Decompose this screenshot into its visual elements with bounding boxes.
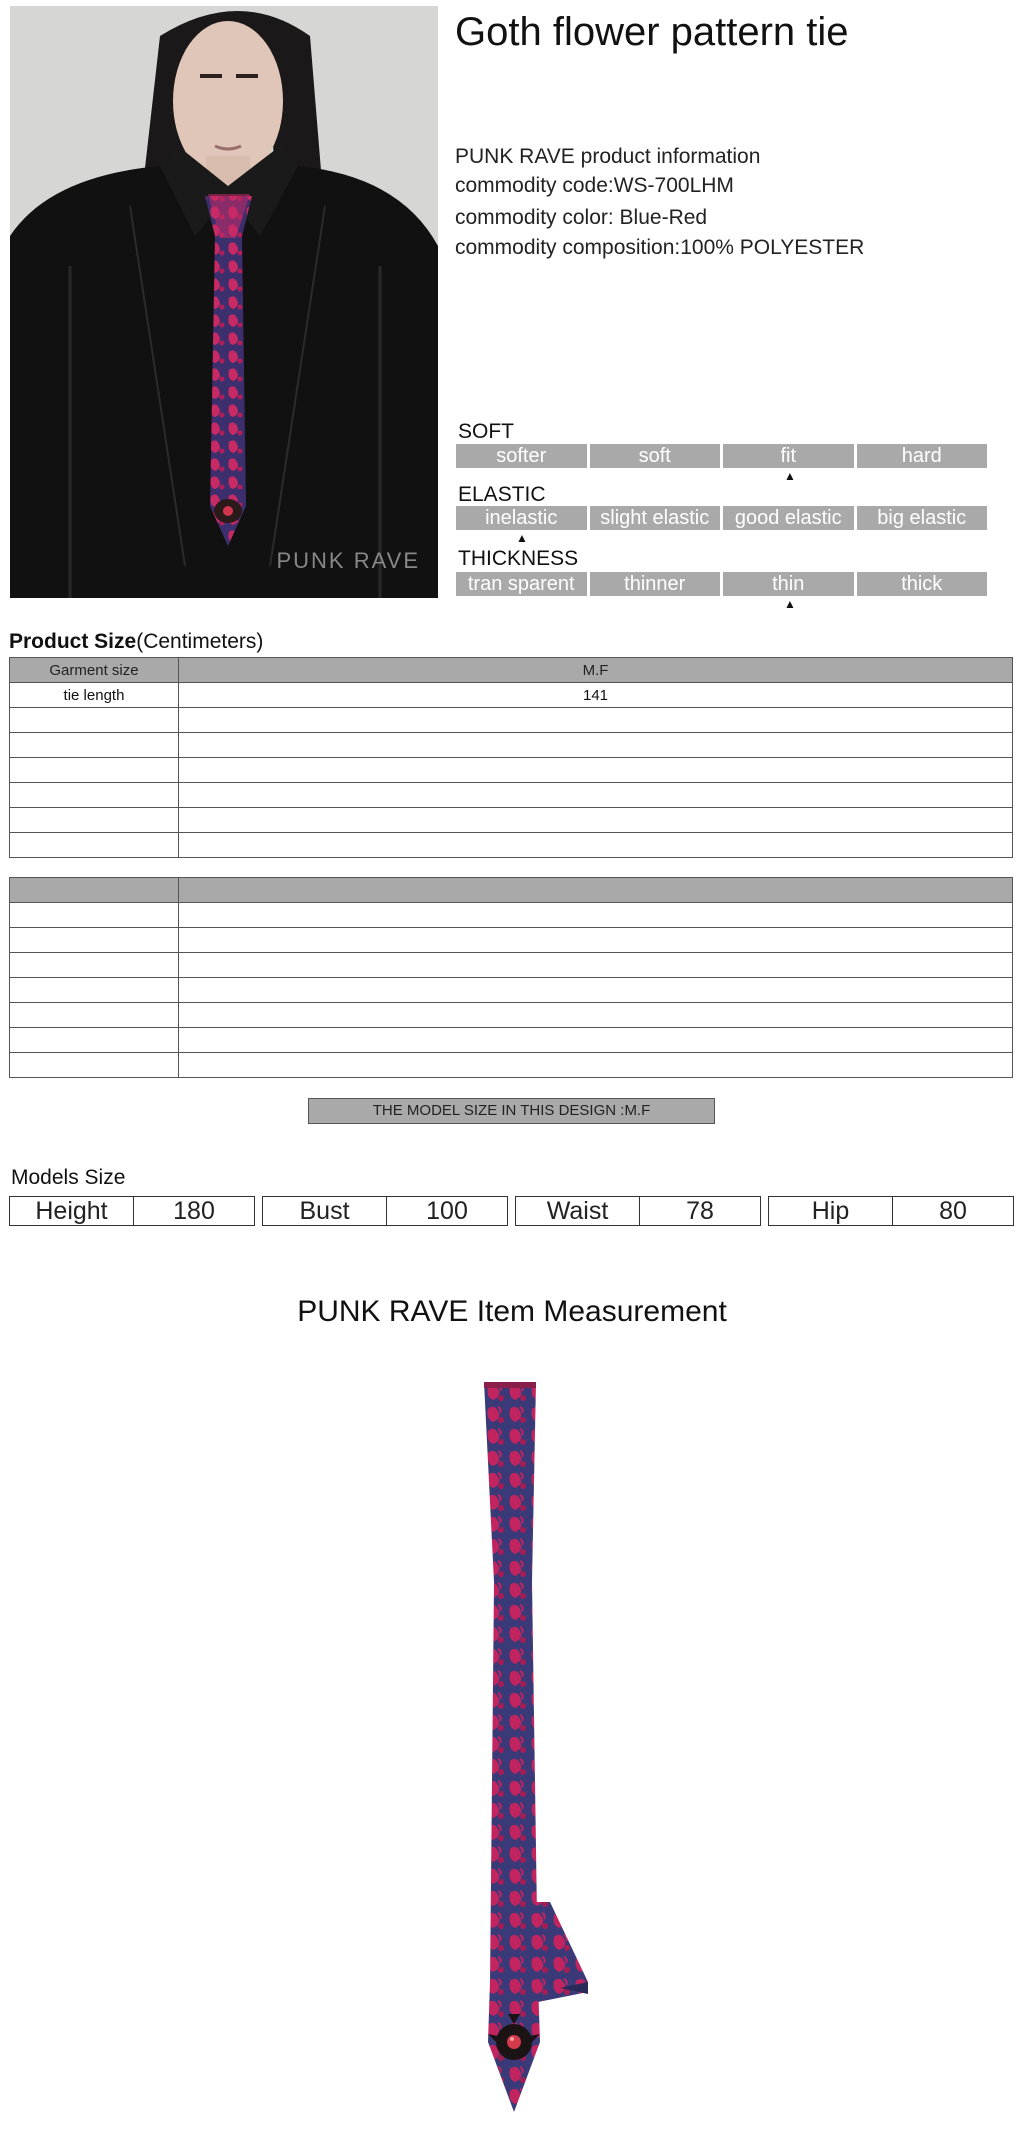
header-cell: Garment size — [10, 658, 179, 683]
table-row — [10, 903, 1013, 928]
thickness-selected-marker: ▲ — [784, 597, 796, 611]
table-row — [10, 928, 1013, 953]
model-hip-label: Hip — [769, 1197, 893, 1225]
model-photo — [10, 6, 438, 598]
table-cell — [10, 928, 179, 953]
model-waist-value: 78 — [686, 1197, 714, 1225]
model-bust-box — [262, 1196, 508, 1226]
secondary-size-table — [9, 877, 1013, 1078]
elastic-scale — [456, 506, 987, 530]
table-cell — [10, 978, 179, 1003]
thickness-scale — [456, 572, 987, 596]
model-waist-label: Waist — [516, 1197, 640, 1225]
table-cell — [10, 783, 179, 808]
table-row — [10, 1003, 1013, 1028]
elastic-scale-label: ELASTIC — [458, 483, 546, 506]
table-row — [10, 683, 1013, 708]
models-size-title: Models Size — [11, 1166, 126, 1189]
elastic-selected-marker: ▲ — [516, 531, 528, 545]
soft-scale-label: SOFT — [458, 420, 514, 443]
elastic-option: inelastic — [456, 506, 587, 530]
table-cell — [10, 1003, 179, 1028]
table-row — [10, 808, 1013, 833]
table-cell — [10, 758, 179, 783]
photo-watermark: PUNK RAVE — [276, 548, 420, 573]
commodity-code: commodity code:WS-700LHM — [455, 174, 734, 197]
table-cell — [10, 903, 179, 928]
thickness-option: tran sparent — [456, 572, 587, 596]
table-cell — [10, 1028, 179, 1053]
table-cell — [10, 1053, 179, 1078]
model-bust-label: Bust — [263, 1197, 387, 1225]
model-height-box — [9, 1196, 255, 1226]
model-illustration — [10, 6, 438, 598]
table-row — [10, 783, 1013, 808]
table-row — [10, 978, 1013, 1003]
table-row — [10, 1028, 1013, 1053]
table-cell — [10, 833, 179, 858]
table-row — [10, 733, 1013, 758]
measurement-title: PUNK RAVE Item Measurement — [297, 1295, 727, 1328]
header-cell: M.F — [179, 658, 1013, 683]
tie-product-photo — [440, 1382, 600, 2122]
model-size-note: THE MODEL SIZE IN THIS DESIGN :M.F — [308, 1098, 715, 1124]
table-row — [10, 1053, 1013, 1078]
thickness-scale-label: THICKNESS — [458, 547, 579, 570]
table-cell — [179, 928, 1013, 953]
model-waist-box — [515, 1196, 761, 1226]
table-cell — [179, 733, 1013, 758]
product-size-title — [9, 630, 263, 654]
table-cell — [179, 758, 1013, 783]
table-cell — [10, 953, 179, 978]
table-cell — [179, 808, 1013, 833]
elastic-option: big elastic — [857, 506, 988, 530]
table-cell — [179, 783, 1013, 808]
model-hip-box — [768, 1196, 1014, 1226]
table-cell: 141 — [179, 683, 1013, 708]
model-height-label: Height — [10, 1197, 134, 1225]
thickness-option: thick — [857, 572, 988, 596]
table-cell — [179, 708, 1013, 733]
thickness-option: thinner — [590, 572, 721, 596]
table-cell — [179, 833, 1013, 858]
soft-selected-marker: ▲ — [784, 469, 796, 483]
table-cell — [179, 1028, 1013, 1053]
soft-option: softer — [456, 444, 587, 468]
table-cell — [10, 708, 179, 733]
table-row — [10, 953, 1013, 978]
soft-option: hard — [857, 444, 988, 468]
soft-option: fit — [723, 444, 854, 468]
info-heading: PUNK RAVE product information — [455, 145, 761, 168]
tie-illustration — [440, 1382, 600, 2122]
table-header-row — [10, 658, 1013, 683]
elastic-option: good elastic — [723, 506, 854, 530]
product-size-label: Product Size — [9, 630, 137, 653]
thickness-option: thin — [723, 572, 854, 596]
table-row — [10, 708, 1013, 733]
table-cell — [179, 1053, 1013, 1078]
model-height-value: 180 — [173, 1197, 215, 1225]
table-cell — [179, 903, 1013, 928]
table-row — [10, 758, 1013, 783]
table-header-row — [10, 878, 1013, 903]
page-title: Goth flower pattern tie — [455, 10, 849, 54]
table-cell — [10, 733, 179, 758]
soft-option: soft — [590, 444, 721, 468]
header-cell — [179, 878, 1013, 903]
product-size-table — [9, 657, 1013, 858]
elastic-option: slight elastic — [590, 506, 721, 530]
table-cell — [179, 953, 1013, 978]
product-size-unit: (Centimeters) — [136, 630, 264, 653]
model-hip-value: 80 — [939, 1197, 967, 1225]
commodity-color: commodity color: Blue-Red — [455, 206, 708, 229]
table-cell — [179, 1003, 1013, 1028]
header-cell — [10, 878, 179, 903]
table-cell — [10, 808, 179, 833]
table-cell — [179, 978, 1013, 1003]
soft-scale — [456, 444, 987, 468]
commodity-composition: commodity composition:100% POLYESTER — [455, 236, 865, 259]
table-row — [10, 833, 1013, 858]
table-cell: tie length — [10, 683, 179, 708]
model-bust-value: 100 — [426, 1197, 468, 1225]
